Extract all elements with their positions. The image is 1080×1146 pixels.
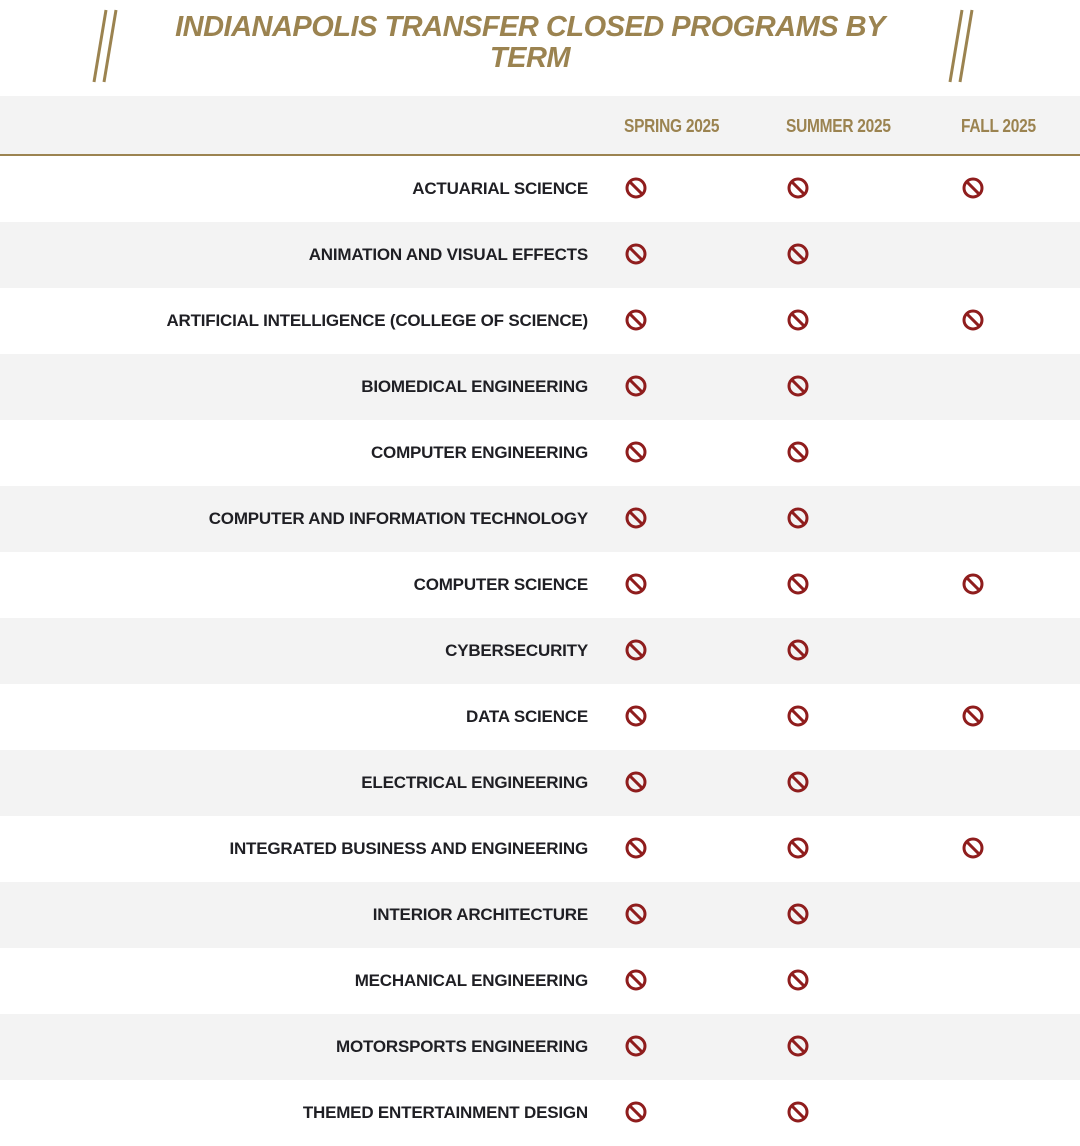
closed-icon xyxy=(624,770,648,794)
closed-icon xyxy=(624,836,648,860)
program-name: BIOMEDICAL ENGINEERING xyxy=(361,377,588,396)
programs-table-body xyxy=(0,156,1080,1146)
closed-icon xyxy=(786,176,810,200)
closed-icon xyxy=(624,242,648,266)
closed-icon xyxy=(961,704,985,728)
closed-icon xyxy=(786,704,810,728)
program-name: DATA SCIENCE xyxy=(466,707,588,726)
program-name: CYBERSECURITY xyxy=(445,641,588,660)
closed-icon xyxy=(786,770,810,794)
table-row xyxy=(0,750,1080,816)
table-row xyxy=(0,1014,1080,1080)
closed-icon xyxy=(624,1034,648,1058)
program-name: INTERIOR ARCHITECTURE xyxy=(372,905,588,924)
program-name: THEMED ENTERTAINMENT DESIGN xyxy=(302,1103,588,1122)
table-row xyxy=(0,288,1080,354)
table-row xyxy=(0,684,1080,750)
program-name: COMPUTER AND INFORMATION TECHNOLOGY xyxy=(208,509,588,528)
program-name: ARTIFICIAL INTELLIGENCE (COLLEGE OF SCIENCE) xyxy=(166,311,588,330)
program-name: COMPUTER SCIENCE xyxy=(413,575,588,594)
closed-icon xyxy=(624,374,648,398)
closed-icon xyxy=(961,308,985,332)
table-row xyxy=(0,618,1080,684)
column-header-fall: FALL 2025 xyxy=(961,116,1036,136)
closed-icon xyxy=(624,176,648,200)
closed-icon xyxy=(786,440,810,464)
closed-icon xyxy=(961,572,985,596)
closed-icon xyxy=(786,968,810,992)
table-row xyxy=(0,552,1080,618)
closed-icon xyxy=(624,572,648,596)
program-name: ELECTRICAL ENGINEERING xyxy=(361,773,588,792)
closed-icon xyxy=(786,242,810,266)
program-name: MECHANICAL ENGINEERING xyxy=(354,971,588,990)
closed-icon xyxy=(786,902,810,926)
column-header-summer: SUMMER 2025 xyxy=(786,116,891,136)
closed-icon xyxy=(624,506,648,530)
closed-icon xyxy=(624,440,648,464)
closed-icon xyxy=(786,638,810,662)
closed-icon xyxy=(786,308,810,332)
program-name: MOTORSPORTS ENGINEERING xyxy=(335,1037,588,1056)
closed-icon xyxy=(624,704,648,728)
column-header-spring: SPRING 2025 xyxy=(624,116,720,136)
table-row xyxy=(0,1080,1080,1146)
table-row xyxy=(0,354,1080,420)
closed-icon xyxy=(624,1100,648,1124)
closed-icon xyxy=(624,902,648,926)
table-row xyxy=(0,420,1080,486)
table-row xyxy=(0,156,1080,222)
closed-icon xyxy=(786,506,810,530)
closed-icon xyxy=(786,572,810,596)
page-header xyxy=(0,0,1080,96)
left-slash-decoration xyxy=(90,8,130,84)
closed-icon xyxy=(624,968,648,992)
table-row xyxy=(0,948,1080,1014)
table-header xyxy=(0,96,1080,156)
table-row xyxy=(0,486,1080,552)
table-row xyxy=(0,222,1080,288)
program-name: INTEGRATED BUSINESS AND ENGINEERING xyxy=(229,839,588,858)
program-name: ANIMATION AND VISUAL EFFECTS xyxy=(308,245,588,264)
closed-icon xyxy=(961,836,985,860)
closed-icon xyxy=(624,638,648,662)
program-name: COMPUTER ENGINEERING xyxy=(370,443,588,462)
closed-icon xyxy=(786,1034,810,1058)
table-row xyxy=(0,882,1080,948)
closed-icon xyxy=(786,836,810,860)
program-name: ACTUARIAL SCIENCE xyxy=(412,179,588,198)
closed-icon xyxy=(786,1100,810,1124)
page-title: INDIANAPOLIS TRANSFER CLOSED PROGRAMS BY TERM xyxy=(175,11,885,74)
closed-icon xyxy=(961,176,985,200)
table-row xyxy=(0,816,1080,882)
closed-icon xyxy=(624,308,648,332)
right-slash-decoration xyxy=(938,8,978,84)
closed-icon xyxy=(786,374,810,398)
